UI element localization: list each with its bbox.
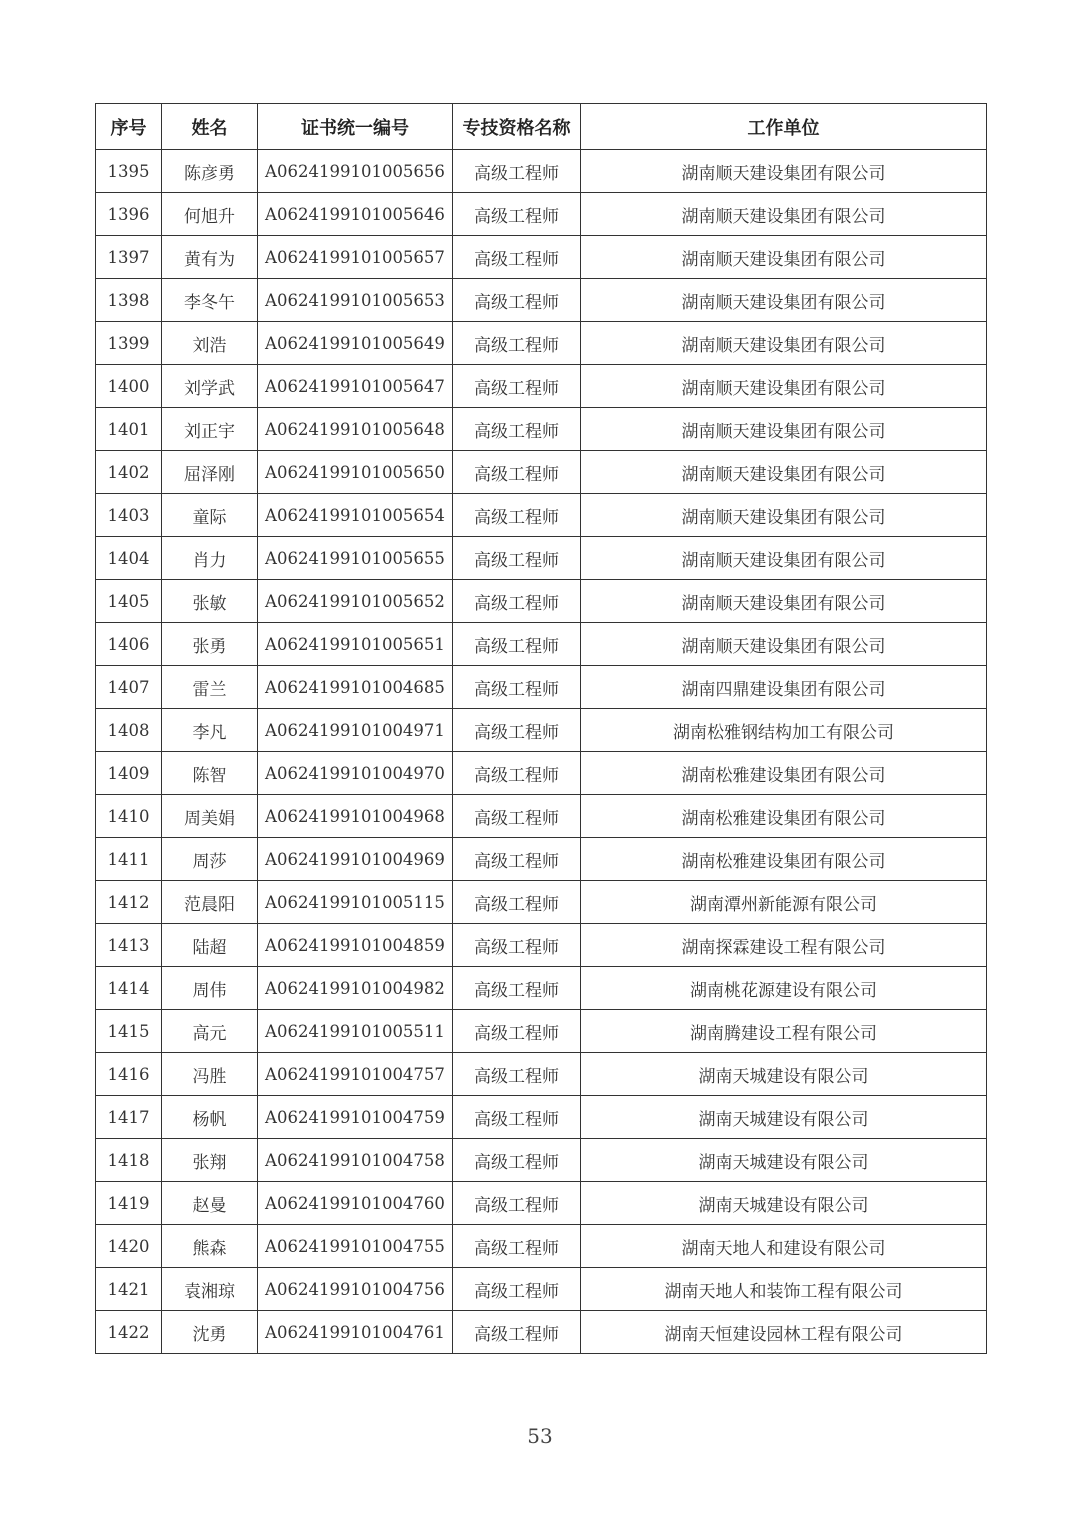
cell-employer: 湖南天城建设有限公司 bbox=[581, 1182, 987, 1225]
cell-qualification: 高级工程师 bbox=[453, 279, 581, 322]
cell-certificate-number: A0624199101004756 bbox=[258, 1268, 453, 1311]
cell-name: 熊森 bbox=[162, 1225, 258, 1268]
cell-qualification: 高级工程师 bbox=[453, 881, 581, 924]
cell-qualification: 高级工程师 bbox=[453, 322, 581, 365]
cell-certificate-number: A0624199101005654 bbox=[258, 494, 453, 537]
cell-certificate-number: A0624199101004759 bbox=[258, 1096, 453, 1139]
cell-qualification: 高级工程师 bbox=[453, 1268, 581, 1311]
cell-employer: 湖南松雅建设集团有限公司 bbox=[581, 838, 987, 881]
cell-certificate-number: A0624199101005651 bbox=[258, 623, 453, 666]
cell-name: 冯胜 bbox=[162, 1053, 258, 1096]
table-row bbox=[96, 580, 987, 623]
cell-serial-number: 1396 bbox=[96, 193, 162, 236]
cell-name: 周伟 bbox=[162, 967, 258, 1010]
cell-name: 何旭升 bbox=[162, 193, 258, 236]
cell-qualification: 高级工程师 bbox=[453, 1010, 581, 1053]
cell-name: 陈彦勇 bbox=[162, 150, 258, 193]
cell-qualification: 高级工程师 bbox=[453, 236, 581, 279]
cell-qualification: 高级工程师 bbox=[453, 709, 581, 752]
cell-certificate-number: A0624199101005656 bbox=[258, 150, 453, 193]
cell-serial-number: 1418 bbox=[96, 1139, 162, 1182]
table-row bbox=[96, 1311, 987, 1354]
table-row bbox=[96, 451, 987, 494]
cell-qualification: 高级工程师 bbox=[453, 924, 581, 967]
cell-name: 刘浩 bbox=[162, 322, 258, 365]
table-row bbox=[96, 408, 987, 451]
table-row bbox=[96, 666, 987, 709]
cell-name: 黄有为 bbox=[162, 236, 258, 279]
table-row bbox=[96, 193, 987, 236]
cell-serial-number: 1419 bbox=[96, 1182, 162, 1225]
cell-name: 高元 bbox=[162, 1010, 258, 1053]
cell-name: 陆超 bbox=[162, 924, 258, 967]
cell-employer: 湖南天恒建设园林工程有限公司 bbox=[581, 1311, 987, 1354]
table-row bbox=[96, 795, 987, 838]
cell-name: 沈勇 bbox=[162, 1311, 258, 1354]
cell-qualification: 高级工程师 bbox=[453, 1311, 581, 1354]
cell-employer: 湖南松雅建设集团有限公司 bbox=[581, 795, 987, 838]
table-row bbox=[96, 236, 987, 279]
cell-certificate-number: A0624199101005115 bbox=[258, 881, 453, 924]
cell-employer: 湖南腾建设工程有限公司 bbox=[581, 1010, 987, 1053]
cell-employer: 湖南天城建设有限公司 bbox=[581, 1053, 987, 1096]
cell-certificate-number: A0624199101004970 bbox=[258, 752, 453, 795]
cell-certificate-number: A0624199101004758 bbox=[258, 1139, 453, 1182]
cell-certificate-number: A0624199101005652 bbox=[258, 580, 453, 623]
cell-serial-number: 1400 bbox=[96, 365, 162, 408]
cell-employer: 湖南顺天建设集团有限公司 bbox=[581, 580, 987, 623]
cell-qualification: 高级工程师 bbox=[453, 752, 581, 795]
cell-name: 李冬午 bbox=[162, 279, 258, 322]
table-row bbox=[96, 838, 987, 881]
cell-qualification: 高级工程师 bbox=[453, 580, 581, 623]
cell-qualification: 高级工程师 bbox=[453, 795, 581, 838]
cell-certificate-number: A0624199101004760 bbox=[258, 1182, 453, 1225]
table-row bbox=[96, 537, 987, 580]
cell-employer: 湖南天地人和装饰工程有限公司 bbox=[581, 1268, 987, 1311]
cell-serial-number: 1402 bbox=[96, 451, 162, 494]
table-row bbox=[96, 623, 987, 666]
table-row bbox=[96, 1096, 987, 1139]
cell-employer: 湖南天城建设有限公司 bbox=[581, 1139, 987, 1182]
cell-name: 童际 bbox=[162, 494, 258, 537]
cell-certificate-number: A0624199101005650 bbox=[258, 451, 453, 494]
cell-name: 范晨阳 bbox=[162, 881, 258, 924]
cell-name: 刘学武 bbox=[162, 365, 258, 408]
cell-name: 周莎 bbox=[162, 838, 258, 881]
cell-qualification: 高级工程师 bbox=[453, 537, 581, 580]
cell-name: 李凡 bbox=[162, 709, 258, 752]
cell-name: 张敏 bbox=[162, 580, 258, 623]
cell-certificate-number: A0624199101004859 bbox=[258, 924, 453, 967]
table-row bbox=[96, 322, 987, 365]
cell-name: 袁湘琼 bbox=[162, 1268, 258, 1311]
cell-employer: 湖南顺天建设集团有限公司 bbox=[581, 537, 987, 580]
cell-employer: 湖南顺天建设集团有限公司 bbox=[581, 193, 987, 236]
cell-serial-number: 1410 bbox=[96, 795, 162, 838]
cell-serial-number: 1416 bbox=[96, 1053, 162, 1096]
cell-name: 张勇 bbox=[162, 623, 258, 666]
cell-serial-number: 1417 bbox=[96, 1096, 162, 1139]
page-number: 53 bbox=[527, 1424, 553, 1448]
cell-serial-number: 1415 bbox=[96, 1010, 162, 1053]
table-row bbox=[96, 1225, 987, 1268]
cell-certificate-number: A0624199101004761 bbox=[258, 1311, 453, 1354]
cell-serial-number: 1411 bbox=[96, 838, 162, 881]
cell-certificate-number: A0624199101005657 bbox=[258, 236, 453, 279]
cell-employer: 湖南顺天建设集团有限公司 bbox=[581, 150, 987, 193]
table-row bbox=[96, 1139, 987, 1182]
cell-employer: 湖南顺天建设集团有限公司 bbox=[581, 322, 987, 365]
cell-name: 肖力 bbox=[162, 537, 258, 580]
table-row bbox=[96, 752, 987, 795]
cell-name: 张翔 bbox=[162, 1139, 258, 1182]
cell-serial-number: 1409 bbox=[96, 752, 162, 795]
table-body bbox=[96, 150, 987, 1354]
cell-certificate-number: A0624199101005655 bbox=[258, 537, 453, 580]
cell-employer: 湖南顺天建设集团有限公司 bbox=[581, 279, 987, 322]
cell-qualification: 高级工程师 bbox=[453, 408, 581, 451]
cell-qualification: 高级工程师 bbox=[453, 451, 581, 494]
cell-employer: 湖南松雅钢结构加工有限公司 bbox=[581, 709, 987, 752]
header-employer: 工作单位 bbox=[581, 104, 987, 150]
cell-qualification: 高级工程师 bbox=[453, 1096, 581, 1139]
cell-certificate-number: A0624199101005647 bbox=[258, 365, 453, 408]
table-row bbox=[96, 150, 987, 193]
cell-qualification: 高级工程师 bbox=[453, 666, 581, 709]
cell-serial-number: 1414 bbox=[96, 967, 162, 1010]
cell-serial-number: 1422 bbox=[96, 1311, 162, 1354]
cell-employer: 湖南顺天建设集团有限公司 bbox=[581, 236, 987, 279]
header-certificate-number: 证书统一编号 bbox=[258, 104, 453, 150]
cell-certificate-number: A0624199101004755 bbox=[258, 1225, 453, 1268]
cell-serial-number: 1395 bbox=[96, 150, 162, 193]
cell-serial-number: 1407 bbox=[96, 666, 162, 709]
cell-employer: 湖南天城建设有限公司 bbox=[581, 1096, 987, 1139]
cell-employer: 湖南天地人和建设有限公司 bbox=[581, 1225, 987, 1268]
cell-certificate-number: A0624199101005653 bbox=[258, 279, 453, 322]
cell-certificate-number: A0624199101005511 bbox=[258, 1010, 453, 1053]
cell-serial-number: 1404 bbox=[96, 537, 162, 580]
cell-qualification: 高级工程师 bbox=[453, 838, 581, 881]
cell-qualification: 高级工程师 bbox=[453, 365, 581, 408]
header-serial-number: 序号 bbox=[96, 104, 162, 150]
cell-qualification: 高级工程师 bbox=[453, 1182, 581, 1225]
cell-name: 雷兰 bbox=[162, 666, 258, 709]
cell-employer: 湖南潭州新能源有限公司 bbox=[581, 881, 987, 924]
cell-serial-number: 1398 bbox=[96, 279, 162, 322]
cell-qualification: 高级工程师 bbox=[453, 193, 581, 236]
cell-serial-number: 1421 bbox=[96, 1268, 162, 1311]
cell-serial-number: 1405 bbox=[96, 580, 162, 623]
cell-certificate-number: A0624199101005649 bbox=[258, 322, 453, 365]
cell-certificate-number: A0624199101004982 bbox=[258, 967, 453, 1010]
cell-employer: 湖南松雅建设集团有限公司 bbox=[581, 752, 987, 795]
cell-qualification: 高级工程师 bbox=[453, 1225, 581, 1268]
cell-qualification: 高级工程师 bbox=[453, 967, 581, 1010]
cell-qualification: 高级工程师 bbox=[453, 623, 581, 666]
cell-name: 陈智 bbox=[162, 752, 258, 795]
cell-name: 刘正宇 bbox=[162, 408, 258, 451]
cell-serial-number: 1403 bbox=[96, 494, 162, 537]
cell-serial-number: 1397 bbox=[96, 236, 162, 279]
table-row bbox=[96, 881, 987, 924]
table-row bbox=[96, 365, 987, 408]
cell-certificate-number: A0624199101004757 bbox=[258, 1053, 453, 1096]
table-row bbox=[96, 1053, 987, 1096]
cell-qualification: 高级工程师 bbox=[453, 1139, 581, 1182]
cell-certificate-number: A0624199101005646 bbox=[258, 193, 453, 236]
cell-employer: 湖南顺天建设集团有限公司 bbox=[581, 494, 987, 537]
cell-serial-number: 1413 bbox=[96, 924, 162, 967]
table-row bbox=[96, 967, 987, 1010]
cell-certificate-number: A0624199101004971 bbox=[258, 709, 453, 752]
cell-serial-number: 1399 bbox=[96, 322, 162, 365]
cell-serial-number: 1408 bbox=[96, 709, 162, 752]
certificate-roster-table bbox=[95, 103, 987, 1354]
cell-name: 赵曼 bbox=[162, 1182, 258, 1225]
cell-name: 屈泽刚 bbox=[162, 451, 258, 494]
cell-name: 杨帆 bbox=[162, 1096, 258, 1139]
cell-qualification: 高级工程师 bbox=[453, 1053, 581, 1096]
cell-qualification: 高级工程师 bbox=[453, 150, 581, 193]
header-qualification: 专技资格名称 bbox=[453, 104, 581, 150]
table-row bbox=[96, 494, 987, 537]
cell-serial-number: 1412 bbox=[96, 881, 162, 924]
cell-employer: 湖南顺天建设集团有限公司 bbox=[581, 451, 987, 494]
table-row bbox=[96, 709, 987, 752]
cell-serial-number: 1401 bbox=[96, 408, 162, 451]
cell-employer: 湖南顺天建设集团有限公司 bbox=[581, 408, 987, 451]
table-row bbox=[96, 924, 987, 967]
table-row bbox=[96, 1268, 987, 1311]
cell-certificate-number: A0624199101004685 bbox=[258, 666, 453, 709]
cell-employer: 湖南顺天建设集团有限公司 bbox=[581, 365, 987, 408]
cell-serial-number: 1406 bbox=[96, 623, 162, 666]
header-row bbox=[96, 104, 987, 150]
table-header bbox=[96, 104, 987, 150]
cell-employer: 湖南四鼎建设集团有限公司 bbox=[581, 666, 987, 709]
cell-certificate-number: A0624199101005648 bbox=[258, 408, 453, 451]
cell-name: 周美娟 bbox=[162, 795, 258, 838]
table-row bbox=[96, 279, 987, 322]
header-name: 姓名 bbox=[162, 104, 258, 150]
cell-employer: 湖南顺天建设集团有限公司 bbox=[581, 623, 987, 666]
table-row bbox=[96, 1182, 987, 1225]
cell-serial-number: 1420 bbox=[96, 1225, 162, 1268]
cell-certificate-number: A0624199101004969 bbox=[258, 838, 453, 881]
cell-certificate-number: A0624199101004968 bbox=[258, 795, 453, 838]
cell-qualification: 高级工程师 bbox=[453, 494, 581, 537]
cell-employer: 湖南探霖建设工程有限公司 bbox=[581, 924, 987, 967]
table-row bbox=[96, 1010, 987, 1053]
cell-employer: 湖南桃花源建设有限公司 bbox=[581, 967, 987, 1010]
